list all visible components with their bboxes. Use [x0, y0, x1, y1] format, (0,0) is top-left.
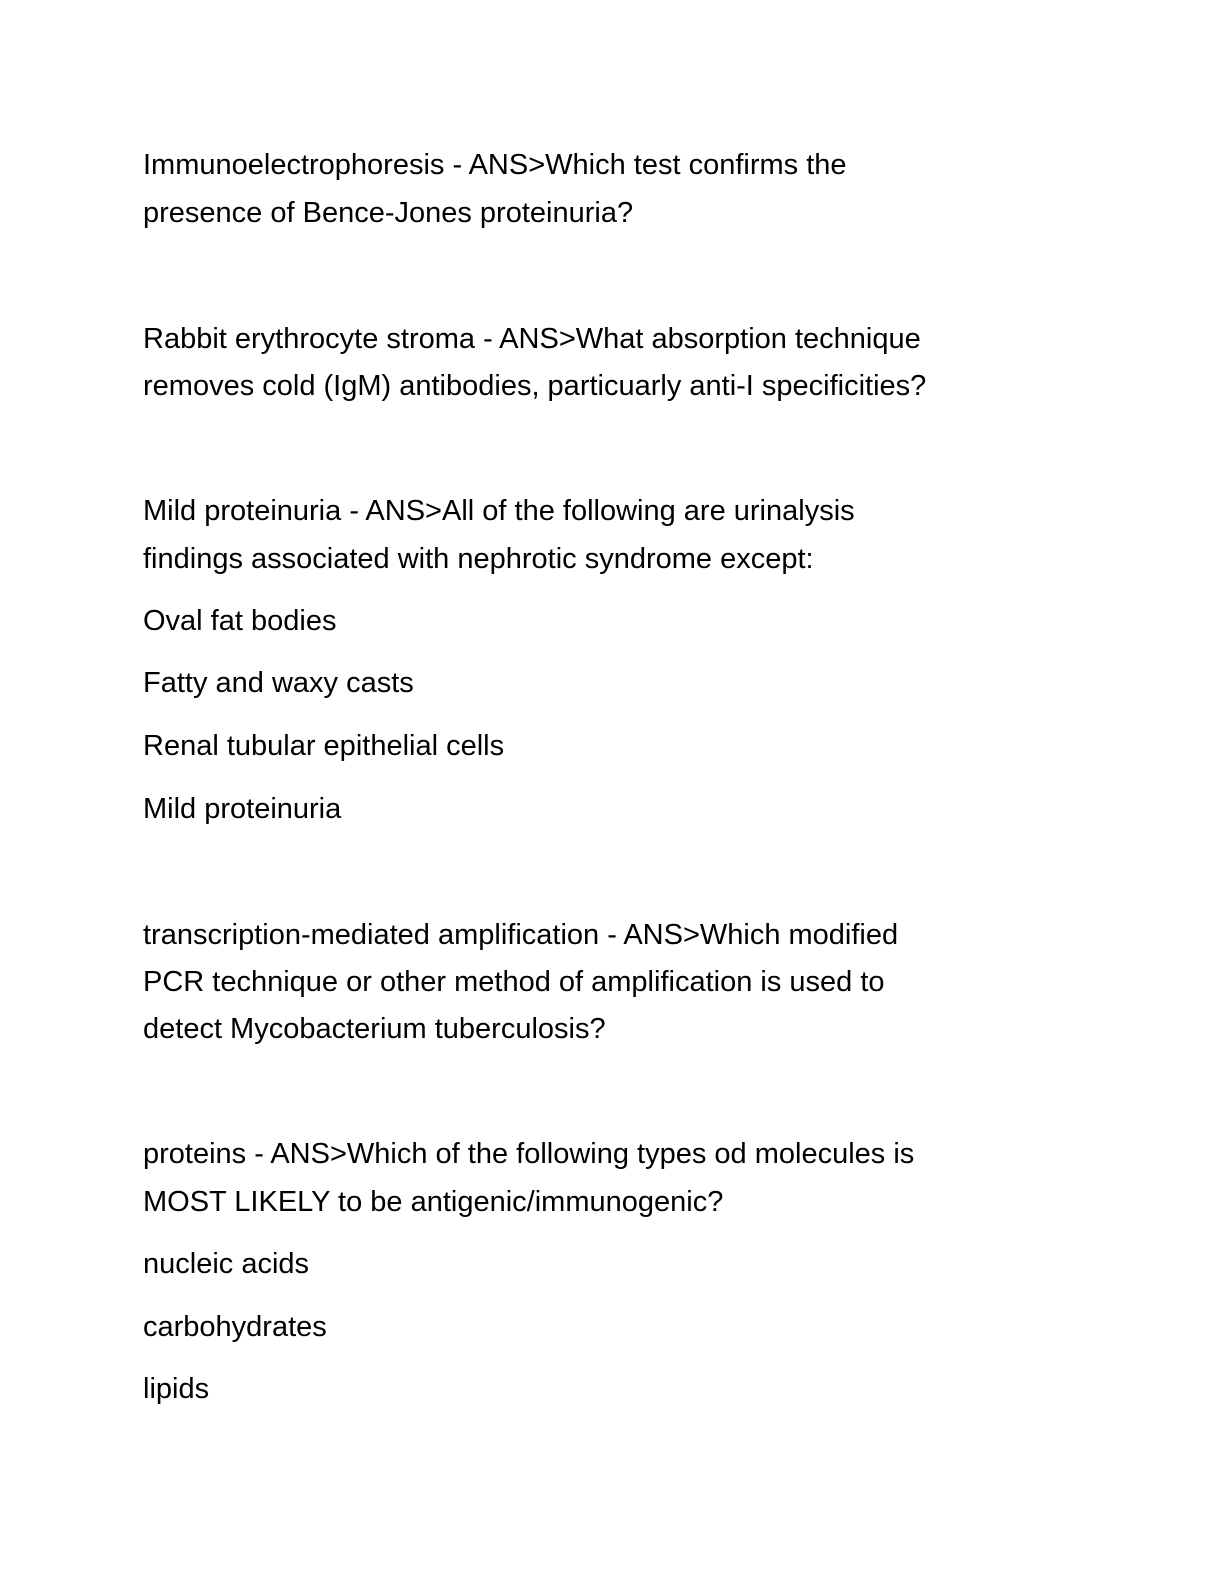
qa-3-option-3: Renal tubular epithelial cells — [143, 730, 505, 762]
qa-4-line-2: PCR technique or other method of amplification is used to — [143, 966, 885, 998]
qa-2-line-1: Rabbit erythrocyte stroma - ANS>What absorption technique — [143, 323, 921, 355]
qa-5-option-2: carbohydrates — [143, 1311, 327, 1343]
qa-5-line-2: MOST LIKELY to be antigenic/immunogenic? — [143, 1186, 724, 1218]
qa-5-line-1: proteins - ANS>Which of the following types od molecules is — [143, 1138, 915, 1170]
qa-3-option-4: Mild proteinuria — [143, 793, 342, 825]
qa-3-option-2: Fatty and waxy casts — [143, 667, 414, 699]
qa-1-line-2: presence of Bence-Jones proteinuria? — [143, 197, 634, 229]
qa-1-line-1: Immunoelectrophoresis - ANS>Which test confirms the — [143, 149, 847, 181]
qa-3-option-1: Oval fat bodies — [143, 605, 337, 637]
qa-5-option-1: nucleic acids — [143, 1248, 310, 1280]
qa-2-line-2: removes cold (IgM) antibodies, particuarly anti-I specificities? — [143, 370, 927, 402]
qa-5-option-3: lipids — [143, 1373, 210, 1405]
qa-4-line-3: detect Mycobacterium tuberculosis? — [143, 1013, 606, 1045]
qa-3-line-2: findings associated with nephrotic syndrome except: — [143, 543, 814, 575]
qa-4-line-1: transcription-mediated amplification - ANS>Which modified — [143, 919, 899, 951]
qa-3-line-1: Mild proteinuria - ANS>All of the following are urinalysis — [143, 495, 855, 527]
